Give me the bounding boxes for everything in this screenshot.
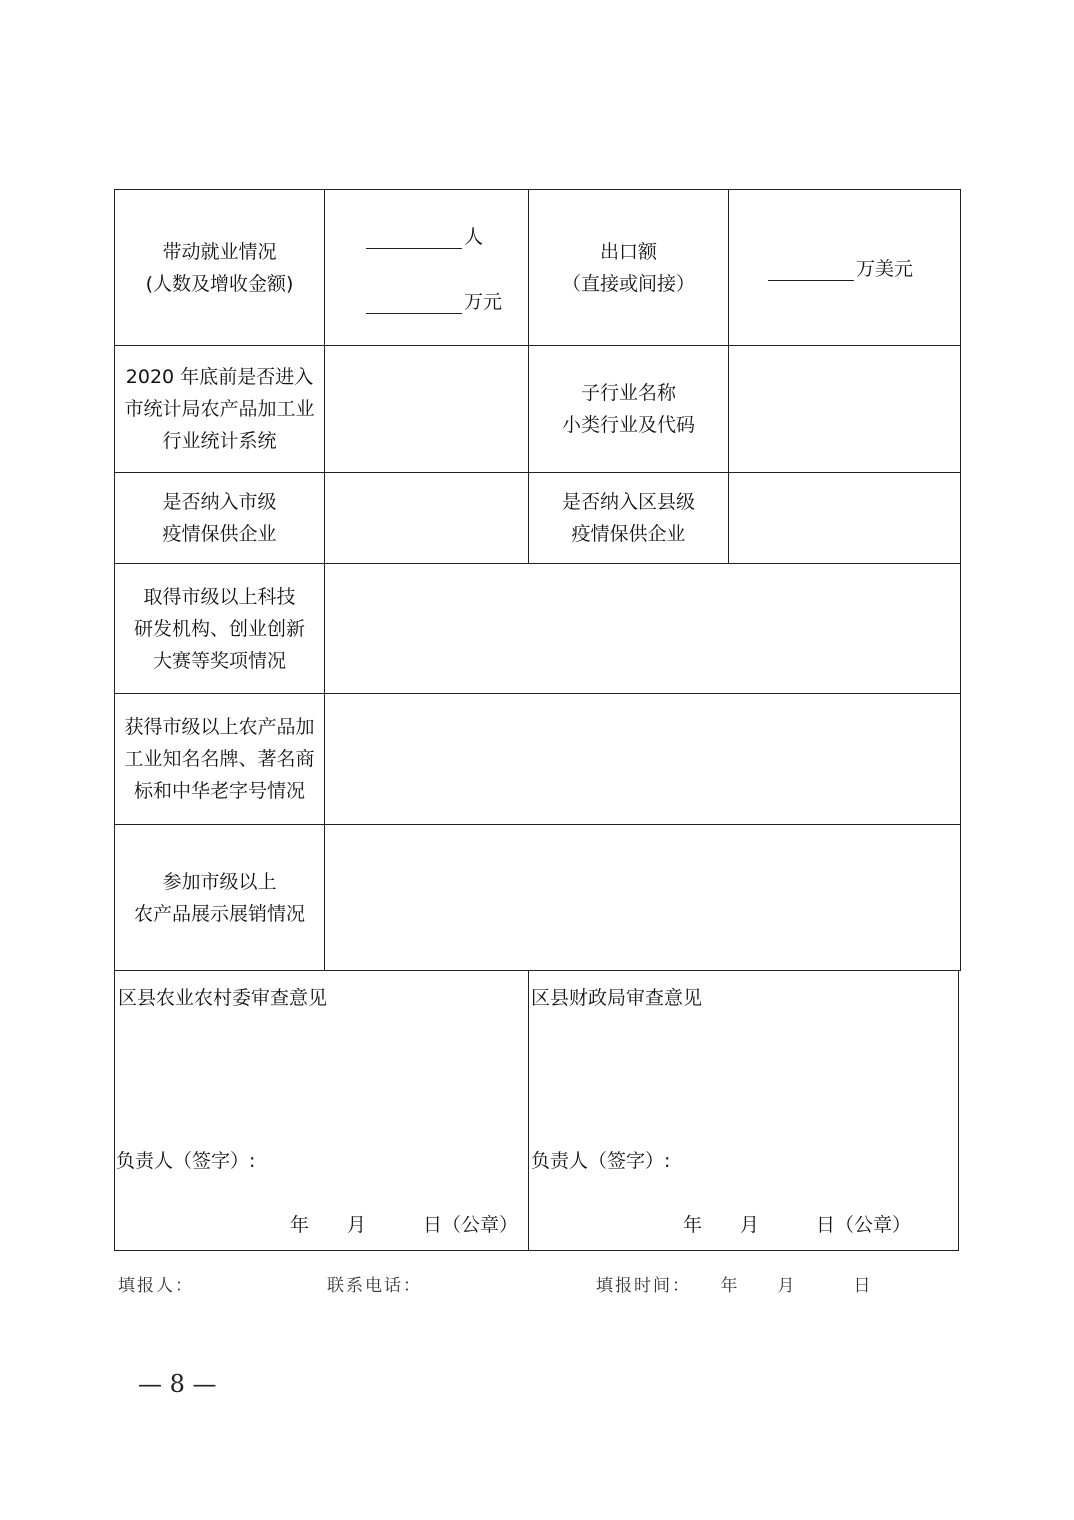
finance-bureau-review-title: 区县财政局审查意见 xyxy=(531,987,703,1009)
city-epidemic-line1: 是否纳入市级 xyxy=(162,491,277,513)
sub-industry-label xyxy=(529,346,728,472)
filler-label: 填报人： xyxy=(118,1276,194,1296)
agri-committee-review-area[interactable] xyxy=(115,1020,528,1140)
employment-label-line1: 带动就业情况 xyxy=(162,240,277,263)
exhibition-value[interactable] xyxy=(325,825,960,970)
employment-people-field[interactable] xyxy=(366,222,483,249)
awards-label xyxy=(115,564,324,693)
sub-industry-value[interactable] xyxy=(729,346,960,472)
city-epidemic-value[interactable] xyxy=(325,473,528,563)
agri-committee-signer: 负责人（签字）: xyxy=(116,1150,256,1172)
export-label xyxy=(529,190,728,345)
unit-people: 人 xyxy=(464,226,484,248)
brands-label xyxy=(115,694,324,824)
awards-line3: 大赛等奖项情况 xyxy=(152,649,286,672)
city-epidemic-line2: 疫情保供企业 xyxy=(162,523,277,545)
stats-system-line3: 行业统计系统 xyxy=(162,430,277,452)
agri-committee-date-seal: 年 月 日（公章） xyxy=(290,1214,519,1236)
brands-line2: 工业知名名牌、著名商 xyxy=(124,748,315,770)
brands-line3: 标和中华老字号情况 xyxy=(133,780,305,802)
employment-people-blank[interactable] xyxy=(366,226,462,249)
page-number: — 8 — xyxy=(138,1370,217,1398)
sub-industry-line2: 小类行业及代码 xyxy=(561,414,695,436)
awards-line1: 取得市级以上科技 xyxy=(143,585,296,608)
exhibition-line1: 参加市级以上 xyxy=(162,870,277,893)
finance-bureau-signer: 负责人（签字）: xyxy=(531,1150,671,1172)
district-epidemic-line2: 疫情保供企业 xyxy=(571,523,686,545)
stats-system-value[interactable] xyxy=(325,346,528,472)
finance-bureau-date-seal: 年 月 日（公章） xyxy=(683,1214,912,1236)
stats-system-line1: 2020 年底前是否进入 xyxy=(125,366,314,388)
awards-value[interactable] xyxy=(325,564,960,693)
exhibition-label xyxy=(115,825,324,970)
awards-line2: 研发机构、创业创新 xyxy=(133,617,305,640)
unit-wan-usd: 万美元 xyxy=(856,258,914,280)
export-label-line1: 出口额 xyxy=(599,240,657,263)
city-epidemic-label xyxy=(115,473,324,563)
table-border-right-upper xyxy=(960,189,961,971)
agri-committee-review-title: 区县农业农村委审查意见 xyxy=(118,987,328,1009)
exhibition-line2: 农产品展示展销情况 xyxy=(133,902,305,925)
fill-date-label: 填报时间： 年 月 日 xyxy=(596,1276,873,1296)
sub-industry-line1: 子行业名称 xyxy=(580,382,676,404)
export-amount-blank[interactable] xyxy=(768,258,854,281)
brands-line1: 获得市级以上农产品加 xyxy=(124,716,315,738)
employment-label xyxy=(115,190,324,345)
employment-label-line2: (人数及增收金额) xyxy=(145,272,294,295)
brands-value[interactable] xyxy=(325,694,960,824)
unit-wan-yuan: 万元 xyxy=(464,291,503,313)
stats-system-label xyxy=(115,346,324,472)
employment-income-field[interactable] xyxy=(366,287,502,314)
district-epidemic-value[interactable] xyxy=(729,473,960,563)
export-amount-field[interactable] xyxy=(768,254,913,281)
table-line-row6 xyxy=(114,970,961,971)
district-epidemic-label xyxy=(529,473,728,563)
district-epidemic-line1: 是否纳入区县级 xyxy=(561,491,695,513)
export-label-line2: （直接或间接） xyxy=(561,272,695,295)
stats-system-line2: 市统计局农产品加工业 xyxy=(124,398,315,420)
phone-label: 联系电话： xyxy=(327,1276,422,1296)
employment-income-blank[interactable] xyxy=(366,291,462,314)
table-border-bottom xyxy=(114,1250,959,1251)
table-border-right-lower xyxy=(958,970,959,1251)
finance-bureau-review-area[interactable] xyxy=(529,1020,958,1140)
